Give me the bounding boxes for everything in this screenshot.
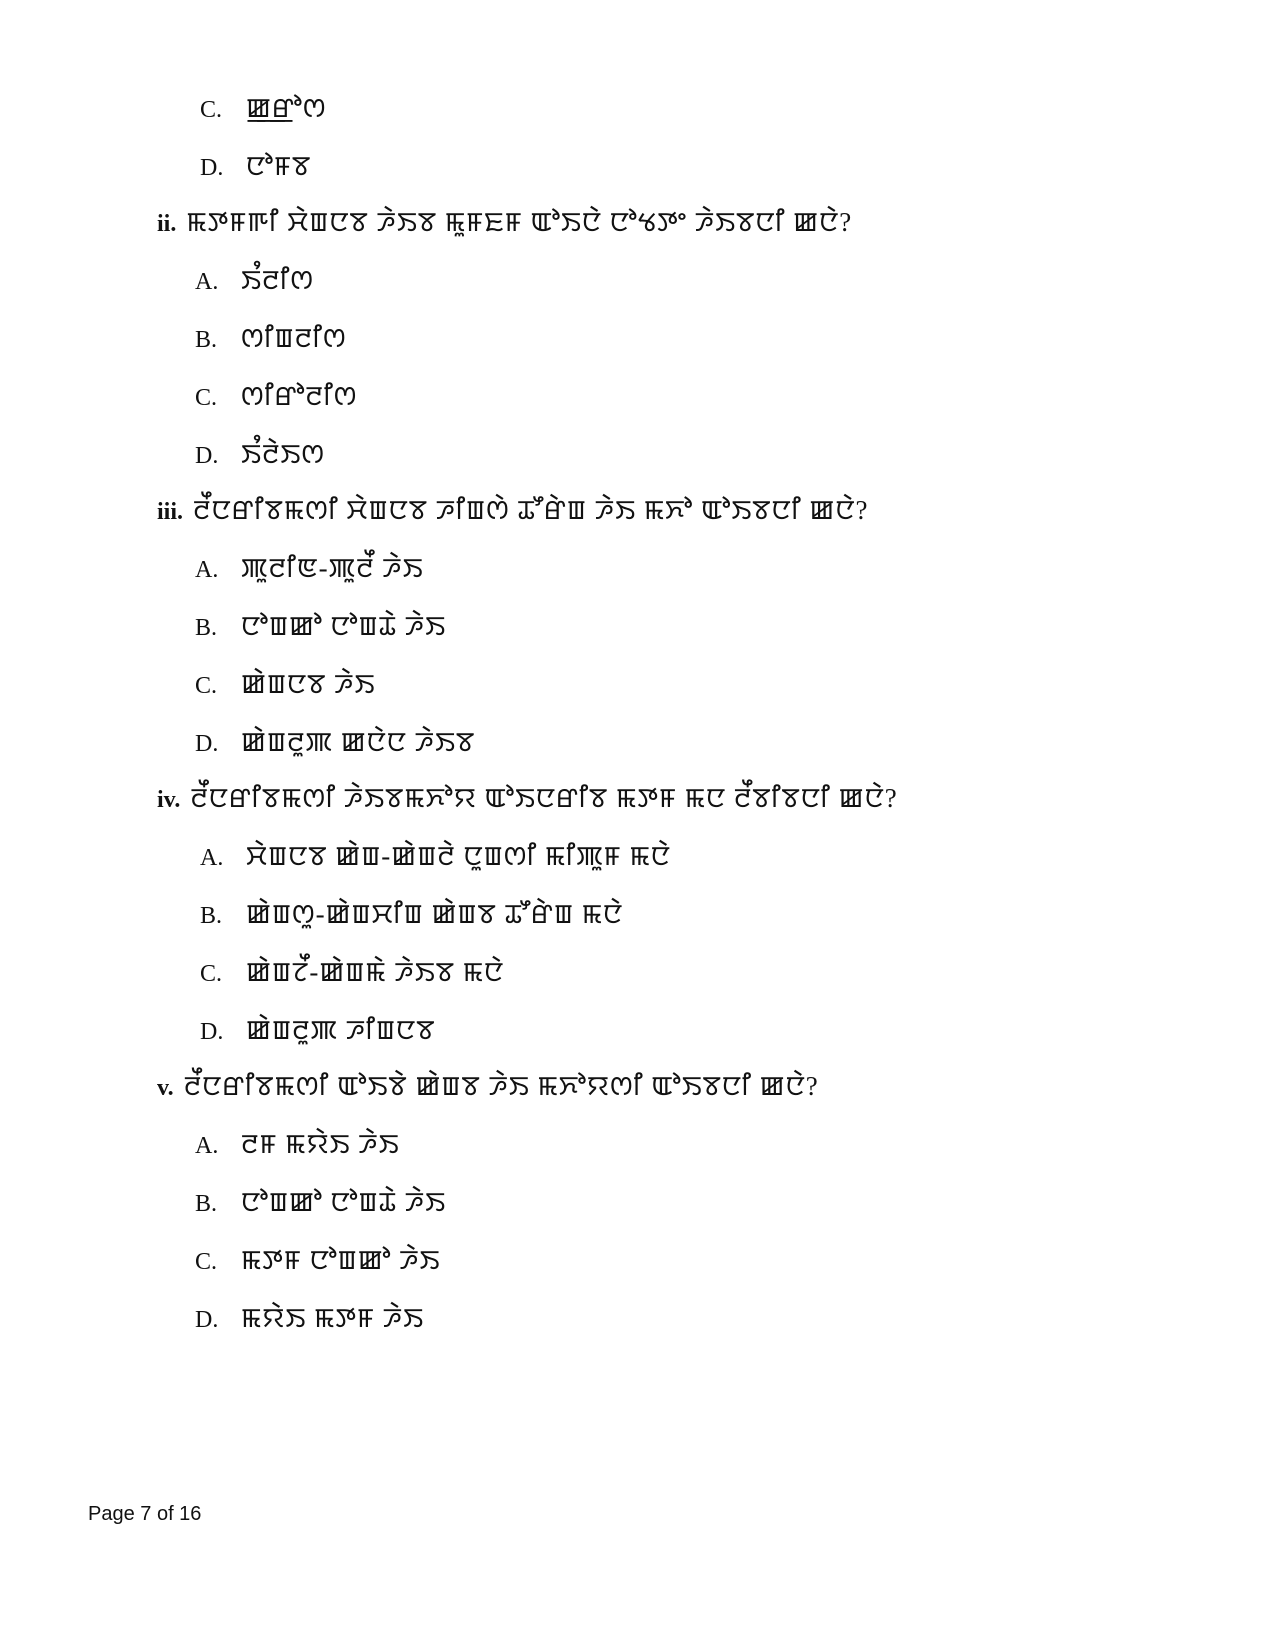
page-number: Page 7 of 16 — [88, 1503, 202, 1525]
option-c — [200, 956, 504, 990]
option-d — [195, 1302, 424, 1336]
option-text: ꯅꯣꯡꯀꯣ ꯅꯣꯡꯊꯥ ꯍꯥꯏ — [241, 611, 447, 641]
question-number: v. — [157, 1075, 174, 1101]
option-b — [195, 1186, 446, 1220]
question-number: ii. — [157, 211, 177, 237]
option-label: A. — [195, 1133, 219, 1159]
option-label: A. — [200, 845, 224, 871]
option-a — [195, 1128, 400, 1162]
option-d — [200, 1014, 435, 1048]
option-text: ꯃꯌꯥꯏ ꯃꯇꯝ ꯍꯥꯏ — [241, 1303, 425, 1333]
option-text: ꯀꯥꯡꯁꯨ-ꯀꯥꯡꯆꯤꯡ ꯀꯥꯡꯕ ꯊꯧꯔꯥꯡ ꯃꯅꯥ — [246, 899, 624, 929]
question-v — [157, 1070, 819, 1104]
option-label: D. — [195, 1307, 219, 1333]
option-text: ꯆꯥꯡꯅꯕ ꯀꯥꯡ-ꯀꯥꯡꯂꯥ ꯅꯨꯡꯁꯤ ꯃꯤꯄꯨꯝ ꯃꯅꯥ — [246, 841, 671, 871]
question-text: ꯃꯇꯝꯒꯤ ꯆꯥꯡꯅꯕ ꯍꯥꯏꯕ ꯃꯨꯝꯐꯝ ꯑꯣꯏꯅꯥ ꯅꯣꯠꯇꯦ ꯍꯥꯏꯕꯅꯤ ꯀꯅꯥ? — [186, 207, 853, 237]
option-label: C. — [195, 385, 218, 411]
option-text: ꯃꯇꯝ ꯅꯣꯡꯀꯣ ꯍꯥꯏ — [241, 1245, 441, 1275]
option-text: ꯀꯥꯡꯖꯩ-ꯀꯥꯡꯃꯥ ꯍꯥꯏꯕ ꯃꯅꯥ — [246, 957, 505, 987]
option-label: C. — [195, 673, 218, 699]
option-label: D. — [200, 1019, 224, 1045]
question-number: iii. — [157, 499, 184, 525]
option-text: ꯄꯨꯂꯤꯟ-ꯄꯨꯂꯩ ꯍꯥꯏ — [241, 553, 424, 583]
option-d — [195, 438, 325, 472]
option-a — [200, 840, 671, 874]
option-label: C. — [200, 961, 223, 987]
option-text: ꯏꯪꯂꯥꯏꯁ — [241, 439, 326, 469]
question-number: iv. — [157, 787, 181, 813]
option-label: D. — [195, 443, 219, 469]
option-d — [200, 150, 311, 184]
option-b — [200, 898, 623, 932]
option-c — [195, 380, 357, 414]
option-c — [195, 668, 376, 702]
option-text: ꯁꯤꯡꯂꯤꯁ — [241, 323, 347, 353]
option-label: D. — [195, 731, 219, 757]
option-text: ꯏꯪꯂꯤꯁ — [241, 265, 314, 295]
option-label: A. — [195, 269, 219, 295]
option-label: B. — [195, 615, 218, 641]
option-d — [195, 726, 475, 760]
option-text: ꯅꯣꯝꯕ — [246, 151, 312, 181]
question-ii — [157, 206, 852, 240]
question-text: ꯂꯩꯅꯔꯤꯕꯃꯁꯤ ꯑꯣꯏꯕꯥ ꯀꯥꯡꯕ ꯍꯥꯏ ꯃꯈꯣꯌꯁꯤ ꯑꯣꯏꯕꯅꯤ ꯀꯅꯥ? — [183, 1071, 819, 1101]
option-b — [195, 322, 347, 356]
question-iv — [157, 782, 898, 816]
option-label: C. — [200, 97, 223, 123]
question-text: ꯂꯩꯅꯔꯤꯕꯃꯁꯤ ꯍꯥꯏꯕꯃꯈꯣꯌ ꯑꯣꯏꯅꯔꯤꯕ ꯃꯇꯝ ꯃꯅ ꯂꯩꯕꯤꯕꯅꯤ ꯀꯅꯥ? — [190, 783, 898, 813]
option-b — [195, 610, 446, 644]
option-label: B. — [200, 903, 223, 929]
option-text: ꯁꯤꯔꯣꯂꯤꯁ — [241, 381, 358, 411]
option-a — [195, 264, 314, 298]
option-text: ꯅꯣꯡꯀꯣ ꯅꯣꯡꯊꯥ ꯍꯥꯏ — [241, 1187, 447, 1217]
option-a — [195, 552, 424, 586]
option-label: B. — [195, 327, 218, 353]
option-text: ꯀ꯭ꯔꯣꯁ — [246, 93, 327, 123]
option-text: ꯀꯥꯡꯅꯕ ꯍꯥꯏ — [241, 669, 376, 699]
option-label: D. — [200, 155, 224, 181]
option-text: ꯀꯥꯡꯂꯨꯄ ꯍꯤꯡꯅꯕ — [246, 1015, 436, 1045]
option-label: A. — [195, 557, 219, 583]
option-label: B. — [195, 1191, 218, 1217]
option-c — [195, 1244, 441, 1278]
option-text: ꯀꯥꯡꯂꯨꯄ ꯀꯅꯥꯅ ꯍꯥꯏꯕ — [241, 727, 476, 757]
question-iii — [157, 494, 868, 528]
option-label: C. — [195, 1249, 218, 1275]
option-c — [200, 92, 326, 126]
question-text: ꯂꯩꯅꯔꯤꯕꯃꯁꯤ ꯆꯥꯡꯅꯕ ꯍꯤꯡꯁꯥ ꯊꯧꯔꯥꯡ ꯍꯥꯏ ꯃꯈꯣ ꯑꯣꯏꯕꯅꯤ ꯀꯅꯥ? — [193, 495, 869, 525]
option-text: ꯂꯝ ꯃꯌꯥꯏ ꯍꯥꯏ — [241, 1129, 400, 1159]
